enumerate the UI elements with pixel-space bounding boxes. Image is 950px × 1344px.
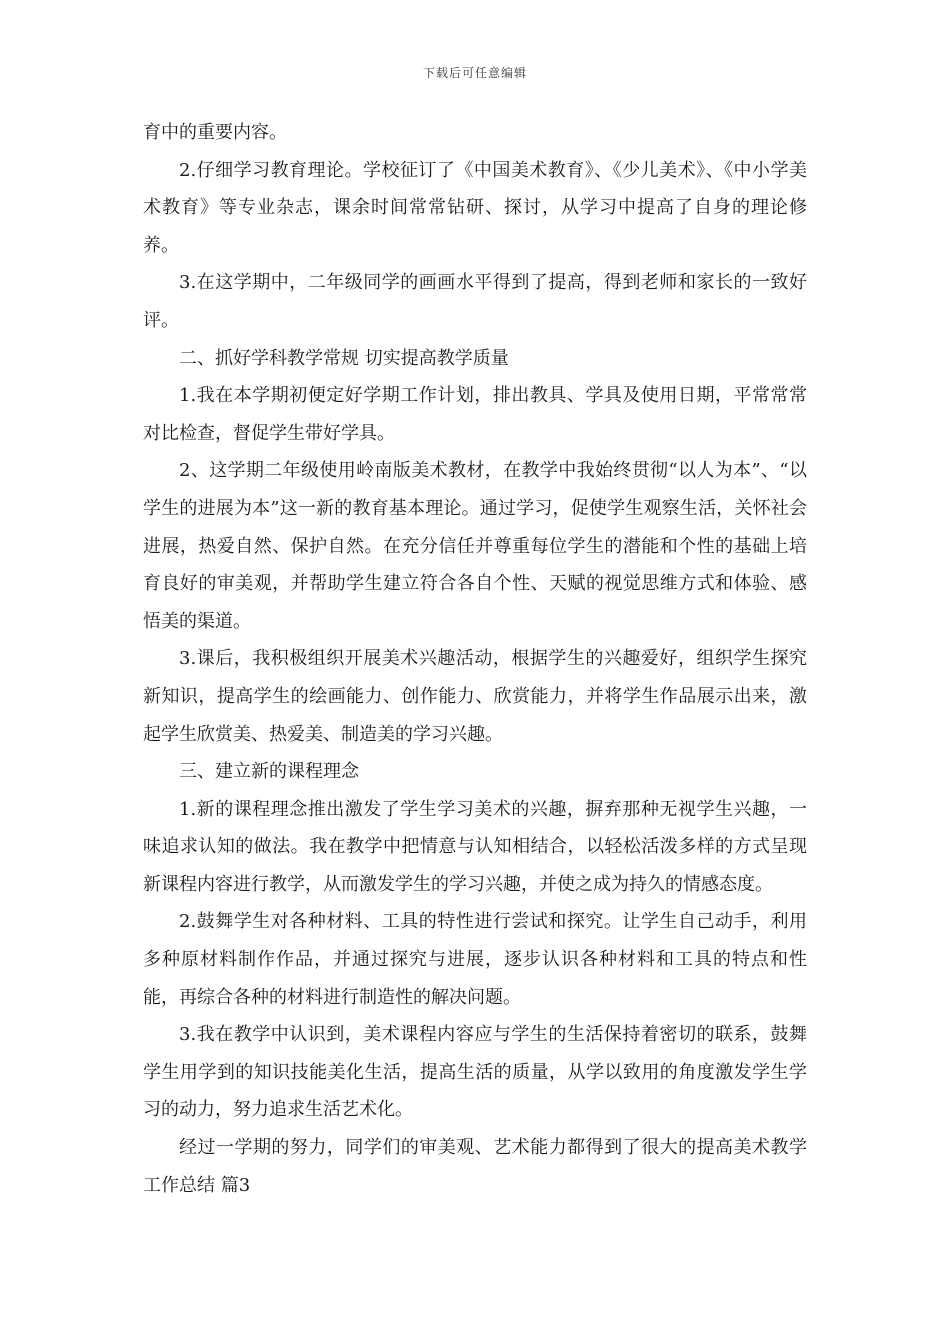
paragraph-life-connection: 3.我在教学中认识到，美术课程内容应与学生的生活保持着密切的联系，鼓舞学生用学到的知识技能美化生活，提高生活的质量，从学以致用的角度激发学生学习的动力，努力追求生活艺术化。 (143, 1024, 807, 1121)
document-body (143, 114, 807, 1204)
paragraph-materials: 2.鼓舞学生对各种材料、工具的特性进行尝试和探究。让学生自己动手，利用多种原材料制作作品，并通过探究与进展，逐步认识各种材料和工具的特点和性能，再综合各种的材料进行制造性的解决问题。 (143, 911, 807, 1008)
paragraph-new-concept: 1.新的课程理念推出激发了学生学习美术的兴趣，摒弃那种无视学生兴趣，一味追求认知的做法。我在教学中把情意与认知相结合，以轻松活泼多样的方式呈现新课程内容进行教学，从而激发学生的学习兴趣，并使之成为持久的情感态度。 (143, 798, 807, 895)
page-header: 下载后可任意编辑 (422, 66, 527, 80)
paragraph-conclusion: 经过一学期的努力，同学们的审美观、艺术能力都得到了很大的提高美术教学工作总结 篇3 (143, 1137, 807, 1196)
paragraph-continuation: 育中的重要内容。 (143, 122, 287, 143)
section-heading-2: 二、抓好学科教学常规 切实提高教学质量 (179, 347, 509, 369)
section-heading-3: 三、建立新的课程理念 (179, 761, 359, 783)
paragraph-work-plan: 1.我在本学期初便定好学期工作计划，排出教具、学具及使用日期，平常常常对比检查，督促学生带好学具。 (143, 385, 807, 444)
paragraph-textbook: 2、这学期二年级使用岭南版美术教材，在教学中我始终贯彻“以人为本”、“以学生的进展为本”这一新的教育基本理论。通过学习，促使学生观察生活，关怀社会进展，热爱自然、保护自然。在充分信任并尊重每位学生的潜能和个性的基础上培育良好的审美观，并帮助学生建立符合各自个性、天赋的视觉思维方式和体验、感悟美的渠道。 (143, 460, 807, 632)
paragraph-after-class: 3.课后，我积极组织开展美术兴趣活动，根据学生的兴趣爱好，组织学生探究新知识，提高学生的绘画能力、创作能力、欣赏能力，并将学生作品展示出来，激起学生欣赏美、热爱美、制造美的学习兴趣。 (143, 648, 807, 745)
paragraph-study-theory: 2.仔细学习教育理论。学校征订了《中国美术教育》、《少儿美术》、《中小学美术教育》等专业杂志，课余时间常常钻研、探讨，从学习中提高了自身的理论修养。 (143, 159, 807, 256)
paragraph-drawing-level: 3.在这学期中，二年级同学的画画水平得到了提高，得到老师和家长的一致好评。 (143, 272, 807, 331)
